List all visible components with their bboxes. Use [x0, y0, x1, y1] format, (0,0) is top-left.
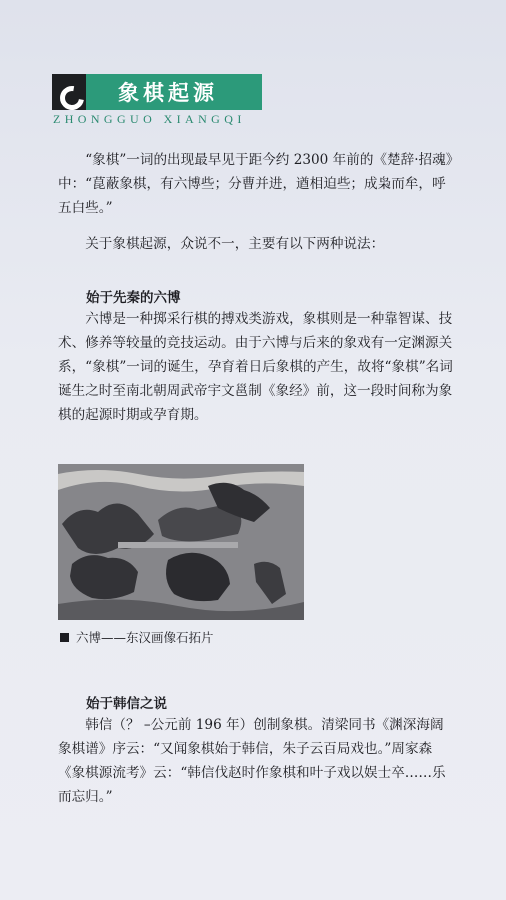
chapter-subtitle: ZHONGGUO XIANGQI — [53, 112, 246, 126]
figure-caption-text: 六博——东汉画像石拓片 — [76, 630, 214, 645]
chapter-logo-icon — [52, 74, 86, 110]
chapter-title-band — [86, 74, 262, 110]
figure-caption — [60, 628, 214, 646]
intro-paragraph-2: 关于象棋起源，众说不一，主要有以下两种说法： — [85, 236, 385, 252]
caption-bullet-icon — [60, 633, 69, 642]
intro-paragraph-1: “象棋”一词的出现最早见于距今约 2300 年前的《楚辞·招魂》中：“菎蔽象棋，有六博些；分曹并进，遒相迫些；成枭而牟，呼五白些。” — [58, 152, 453, 216]
stone-rubbing-illustration — [58, 464, 304, 620]
section-title-liubo: 始于先秦的六博 — [86, 290, 181, 306]
section-body-liubo: 六博是一种掷采行棋的搏戏类游戏，象棋则是一种靠智谋、技术、修养等较量的竞技运动。由于六博与后来的象戏有一定渊源关系，“象棋”一词的诞生，孕育着日后象棋的产生，故将“象棋”名词诞生之时至南北朝周武帝宇文邕制《象经》前，这一段时间称为象棋的起源时期或孕育期。 — [58, 311, 453, 423]
liubo-rubbing-image — [58, 464, 304, 620]
chapter-title: 象棋起源 — [118, 81, 218, 105]
section-body-hanxin: 韩信（？ –公元前 196 年）创制象棋。清梁同书《渊深海阔象棋谱》序云：“又闻象棋始于韩信，朱子云百局戏也。”周家森《象棋源流考》云：“韩信伐赵时作象棋和叶子戏以娱士卒……乐而忘归。” — [58, 717, 446, 805]
section-title-hanxin: 始于韩信之说 — [86, 696, 167, 712]
chapter-header — [52, 74, 262, 110]
